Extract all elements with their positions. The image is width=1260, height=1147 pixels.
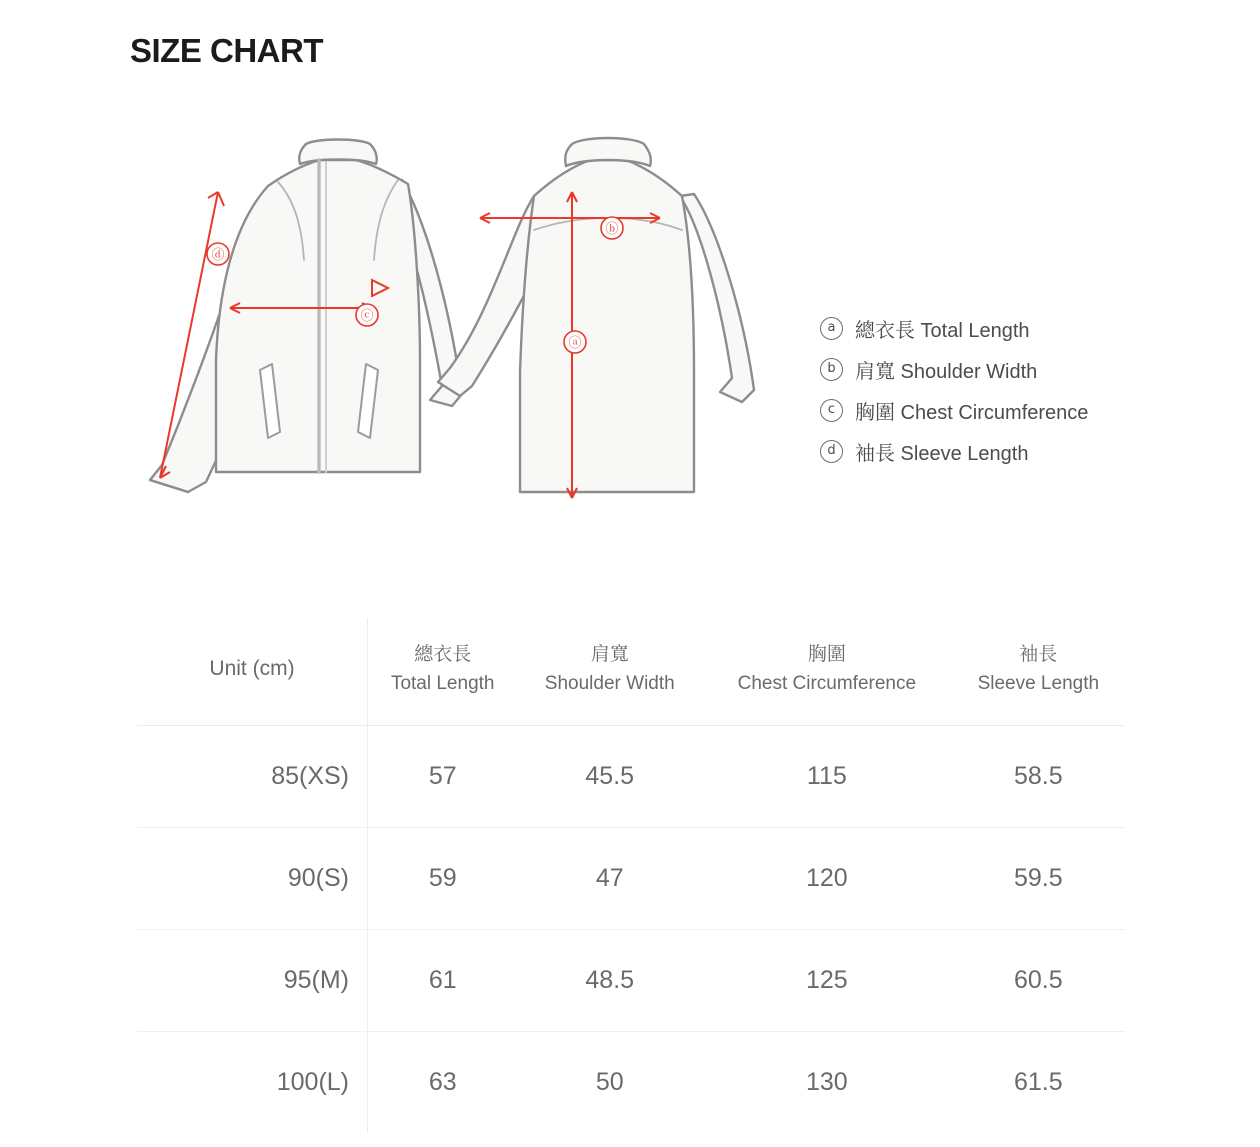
column-header-total-length-en: Total Length bbox=[390, 673, 495, 695]
column-header-chest-circumference-cn: 胸圍 bbox=[807, 644, 846, 665]
marker-c-label: ⓒ bbox=[360, 309, 374, 324]
size-chart-table bbox=[137, 618, 1125, 1133]
column-header-total-length bbox=[368, 618, 518, 725]
legend-badge-d-icon: d bbox=[820, 440, 843, 463]
cell-shoulder-width: 47 bbox=[517, 827, 702, 929]
cell-shoulder-width: 45.5 bbox=[517, 725, 702, 827]
legend-label-sleeve-length: 袖長 Sleeve Length bbox=[855, 443, 1029, 465]
column-header-chest-circumference-en: Chest Circumference bbox=[737, 673, 917, 695]
row-size-label: 85(XS) bbox=[137, 725, 368, 827]
table-body bbox=[137, 725, 1125, 1133]
table-row bbox=[137, 827, 1125, 929]
page-title: SIZE CHART bbox=[130, 32, 323, 69]
cell-sleeve-length: 60.5 bbox=[952, 929, 1125, 1031]
column-header-chest-circumference bbox=[702, 618, 952, 725]
table-header-row bbox=[137, 618, 1125, 725]
cell-chest-circumference: 130 bbox=[805, 1067, 848, 1096]
marker-b-label: ⓑ bbox=[605, 222, 619, 237]
marker-a-label: ⓐ bbox=[568, 336, 582, 351]
legend-item-total-length bbox=[820, 308, 1220, 349]
row-size-label: 90(S) bbox=[137, 827, 368, 929]
table-row bbox=[137, 929, 1125, 1031]
cell-shoulder-width: 48.5 bbox=[517, 929, 702, 1031]
legend-item-sleeve-length bbox=[820, 431, 1220, 472]
cell-shoulder-width: 50 bbox=[595, 1067, 624, 1096]
column-header-total-length-cn: 總衣長 bbox=[414, 644, 472, 665]
cell-total-length: 59 bbox=[368, 827, 518, 929]
legend-badge-b-icon: b bbox=[820, 358, 843, 381]
cell-sleeve-length: 59.5 bbox=[952, 827, 1125, 929]
cell-total-length: 61 bbox=[368, 929, 518, 1031]
column-header-shoulder-width-cn: 肩寬 bbox=[590, 644, 629, 665]
row-size-label: 95(M) bbox=[137, 929, 368, 1031]
legend-badge-c-icon: c bbox=[820, 399, 843, 422]
column-header-shoulder-width bbox=[517, 618, 702, 725]
cell-chest-circumference: 115 bbox=[702, 725, 952, 827]
legend-item-shoulder-width bbox=[820, 349, 1220, 390]
legend-label-chest-circumference: 胸圍 Chest Circumference bbox=[855, 402, 1089, 424]
cell-total-length: 63 bbox=[428, 1067, 457, 1096]
measurement-legend bbox=[820, 308, 1220, 472]
row-size-label: 100(L) bbox=[137, 1031, 368, 1133]
legend-badge-a-icon: a bbox=[820, 317, 843, 340]
cell-chest-circumference: 125 bbox=[702, 929, 952, 1031]
table-row bbox=[137, 725, 1125, 827]
marker-d-label: ⓓ bbox=[211, 248, 225, 263]
table-row bbox=[137, 1031, 1125, 1133]
column-header-unit: Unit (cm) bbox=[137, 618, 368, 725]
legend-label-shoulder-width: 肩寬 Shoulder Width bbox=[855, 361, 1038, 383]
cell-total-length: 57 bbox=[368, 725, 518, 827]
legend-label-total-length: 總衣長 Total Length bbox=[855, 320, 1030, 342]
cell-sleeve-length: 58.5 bbox=[952, 725, 1125, 827]
column-header-sleeve-length-en: Sleeve Length bbox=[977, 673, 1100, 695]
column-header-shoulder-width-en: Shoulder Width bbox=[544, 673, 675, 695]
cell-sleeve-length: 61.5 bbox=[1013, 1067, 1063, 1096]
column-header-sleeve-length-cn: 袖長 bbox=[1019, 644, 1058, 665]
table-header bbox=[137, 618, 1125, 725]
cell-chest-circumference: 120 bbox=[702, 827, 952, 929]
column-header-sleeve-length bbox=[952, 618, 1125, 725]
legend-item-chest-circumference bbox=[820, 390, 1220, 431]
garment-diagram bbox=[120, 110, 800, 540]
